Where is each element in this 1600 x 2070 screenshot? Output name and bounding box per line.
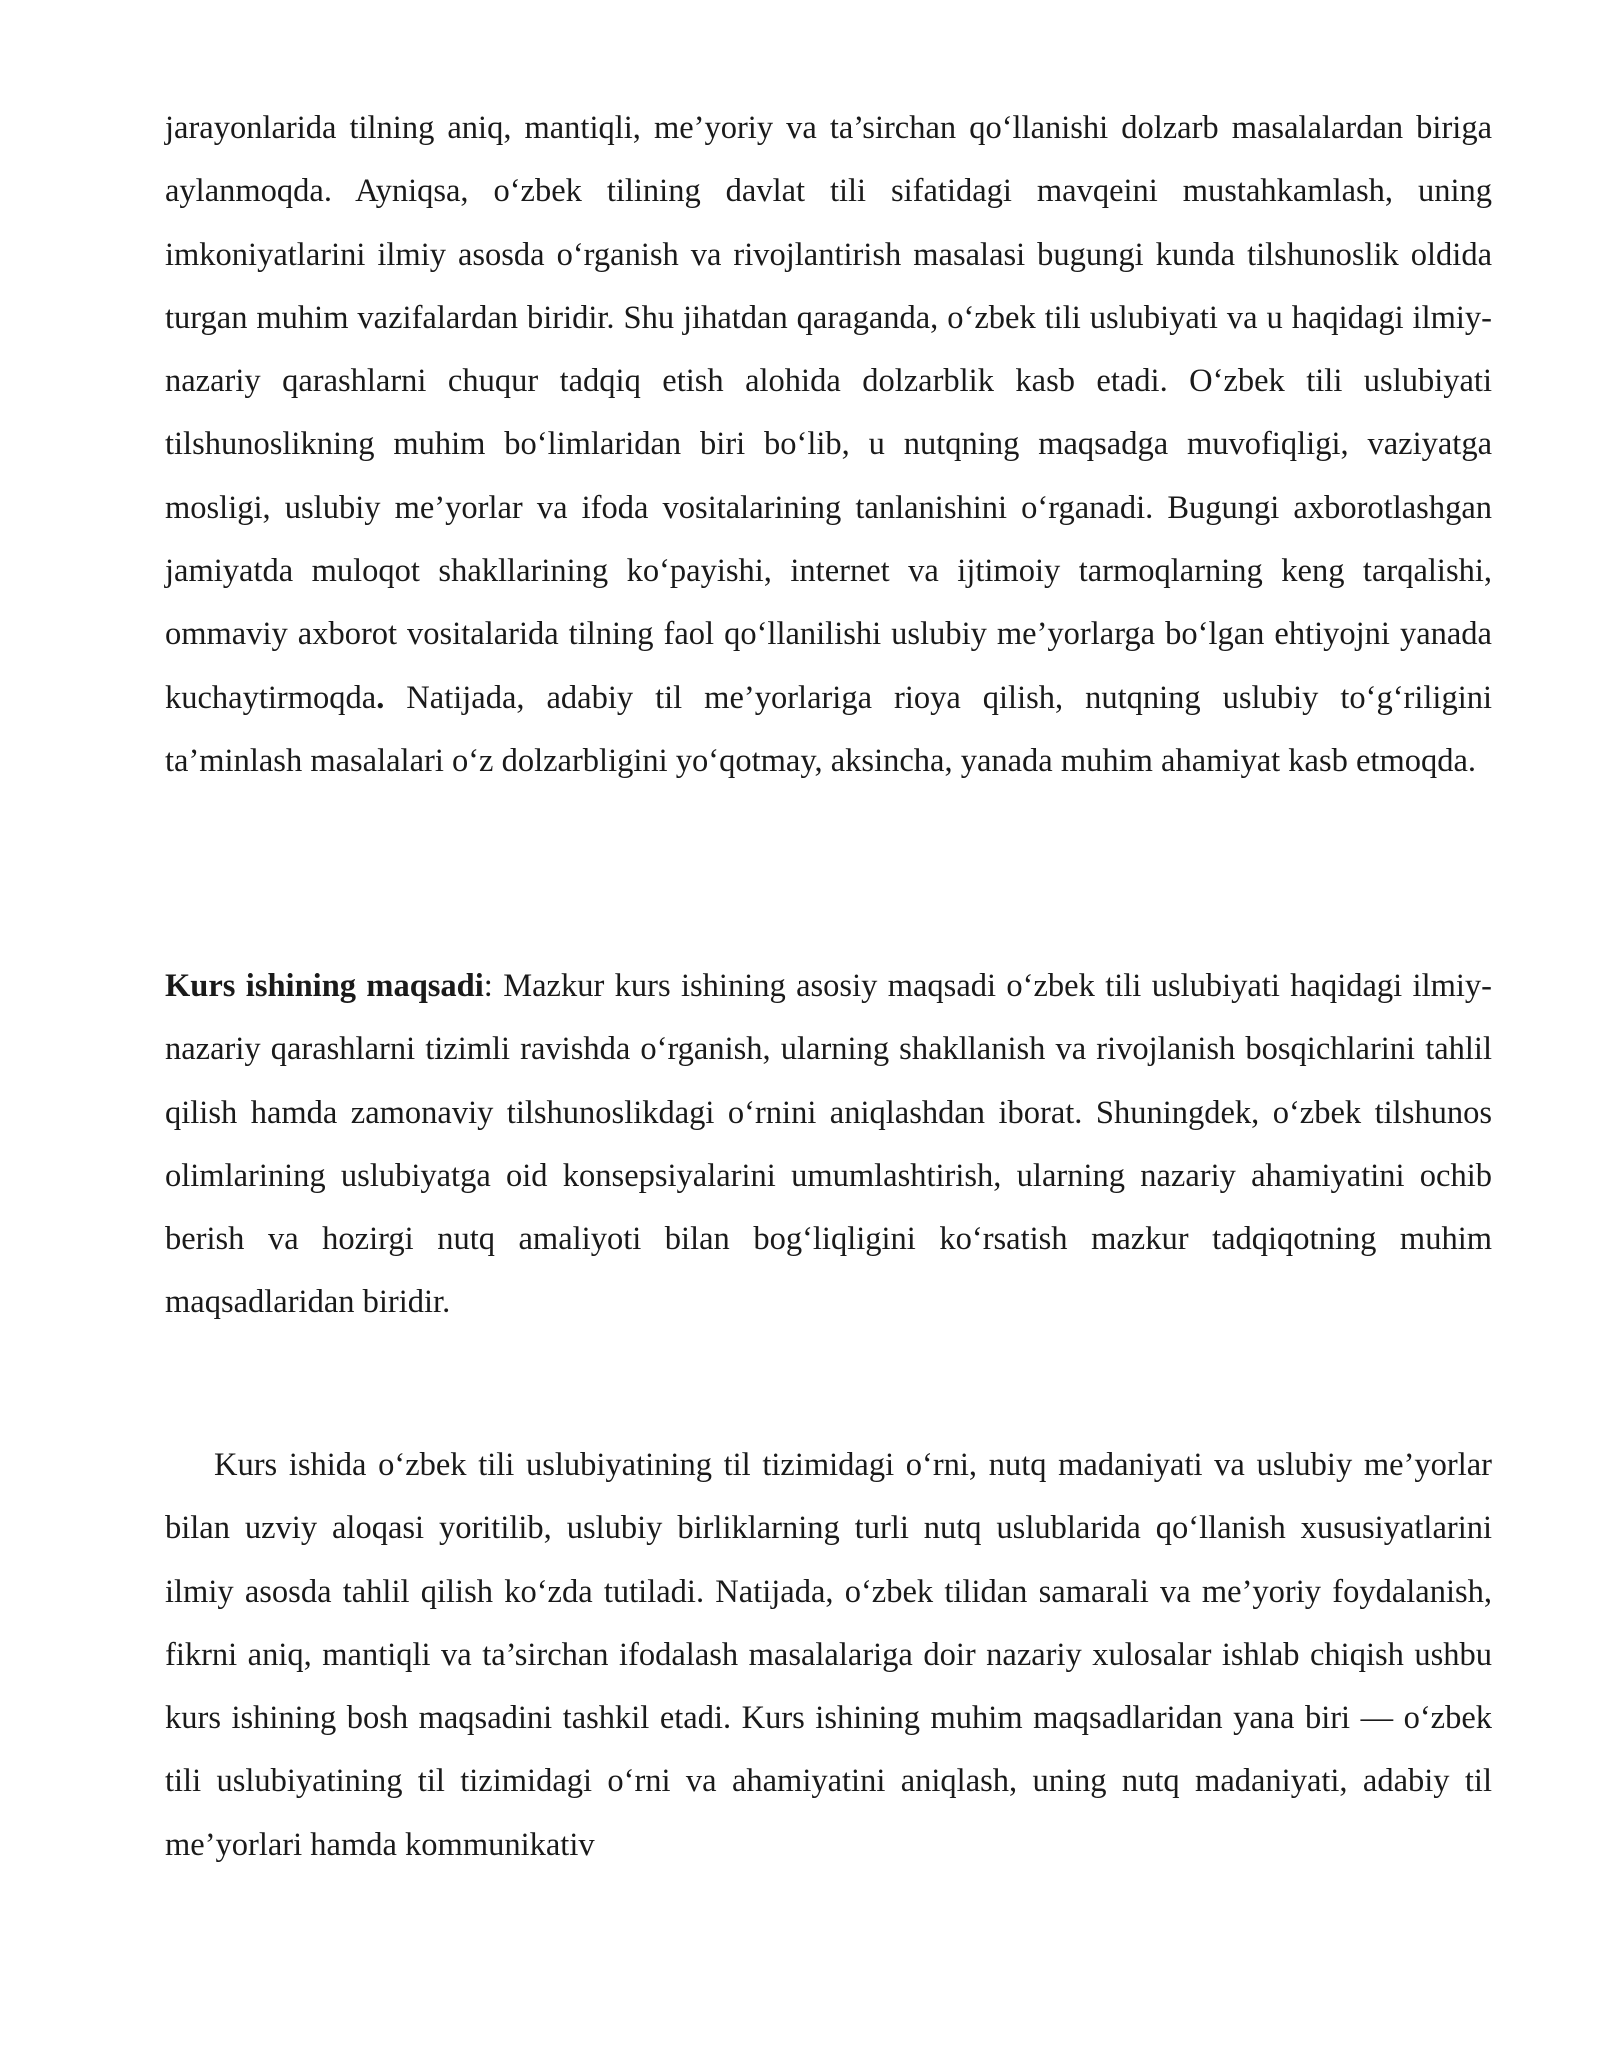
section-heading: Kurs ishining maqsadi	[165, 968, 484, 1004]
paragraph-text: Kurs ishida o‘zbek tili uslubiyatining til tizimidagi o‘rni, nutq madaniyati va uslubiy me’yorlar bilan uzviy aloqasi yoritilib, uslubiy birliklarning turli nutq uslublarida qo‘llanish xususiyatlarini ilmiy asosda tahlil qilish ko‘zda tutiladi. Natijada, o‘zbek tilidan samarali va me’yoriy foydalanish, fikrni aniq, mantiqli va ta’sirchan ifodalash masalalariga doir nazariy xulosalar ishlab chiqish ushbu kurs ishining bosh maqsadini tashkil etadi. Kurs ishining muhim maqsadlaridan yana biri — o‘zbek tili uslubiyatining til tizimidagi o‘rni va ahamiyatini aniqlash, uning nutq madaniyati, adabiy til me’yorlari hamda kommunikativ	[165, 1447, 1492, 1863]
paragraph-relevance	[165, 97, 1492, 793]
paragraph-goal	[165, 955, 1492, 1335]
bold-period: .	[376, 679, 385, 716]
paragraph-text: jarayonlarida tilning aniq, mantiqli, me’yoriy va ta’sirchan qo‘llanishi dolzarb masalalardan biriga aylanmoqda. Ayniqsa, o‘zbek tilining davlat tili sifatidagi mavqeini mustahkamlash, uning imkoniyatlarini ilmiy asosda o‘rganish va rivojlantirish masalasi bugungi kunda tilshunoslik oldida turgan muhim vazifalardan biridir. Shu jihatdan qaraganda, o‘zbek tili uslubiyati va u haqidagi ilmiy-nazariy qarashlarni chuqur tadqiq etish alohida dolzarblik kasb etadi. O‘zbek tili uslubiyati tilshunoslikning muhim bo‘limlaridan biri bo‘lib, u nutqning maqsadga muvofiqligi, vaziyatga mosligi, uslubiy me’yorlar va ifoda vositalarining tanlanishini o‘rganadi. Bugungi axborotlashgan jamiyatda muloqot shakllarining ko‘payishi, internet va ijtimoiy tarmoqlarning keng tarqalishi, ommaviy axborot vositalarida tilning faol qo‘llanilishi uslubiy me’yorlarga bo‘lgan ehtiyojni yanada kuchaytirmoqda	[165, 110, 1492, 716]
paragraph-text: : Mazkur kurs ishining asosiy maqsadi o‘zbek tili uslubiyati haqidagi ilmiy-nazariy qarashlarni tizimli ravishda o‘rganish, ularning shakllanish va rivojlanish bosqichlarini tahlil qilish hamda zamonaviy tilshunoslikdagi o‘rnini aniqlashdan iborat. Shuningdek, o‘zbek tilshunos olimlarining uslubiyatga oid konsepsiyalarini umumlashtirish, ularning nazariy ahamiyatini ochib berish va hozirgi nutq amaliyoti bilan bog‘liqligini ko‘rsatish mazkur tadqiqotning muhim maqsadlaridan biridir.	[165, 968, 1492, 1321]
paragraph-tasks	[165, 1434, 1492, 1877]
paragraph-text: Natijada, adabiy til me’yorlariga rioya qilish, nutqning uslubiy to‘g‘riligini ta’minlash masalalari o‘z dolzarbligini yo‘qotmay, aksincha, yanada muhim ahamiyat kasb etmoqda.	[165, 679, 1492, 779]
